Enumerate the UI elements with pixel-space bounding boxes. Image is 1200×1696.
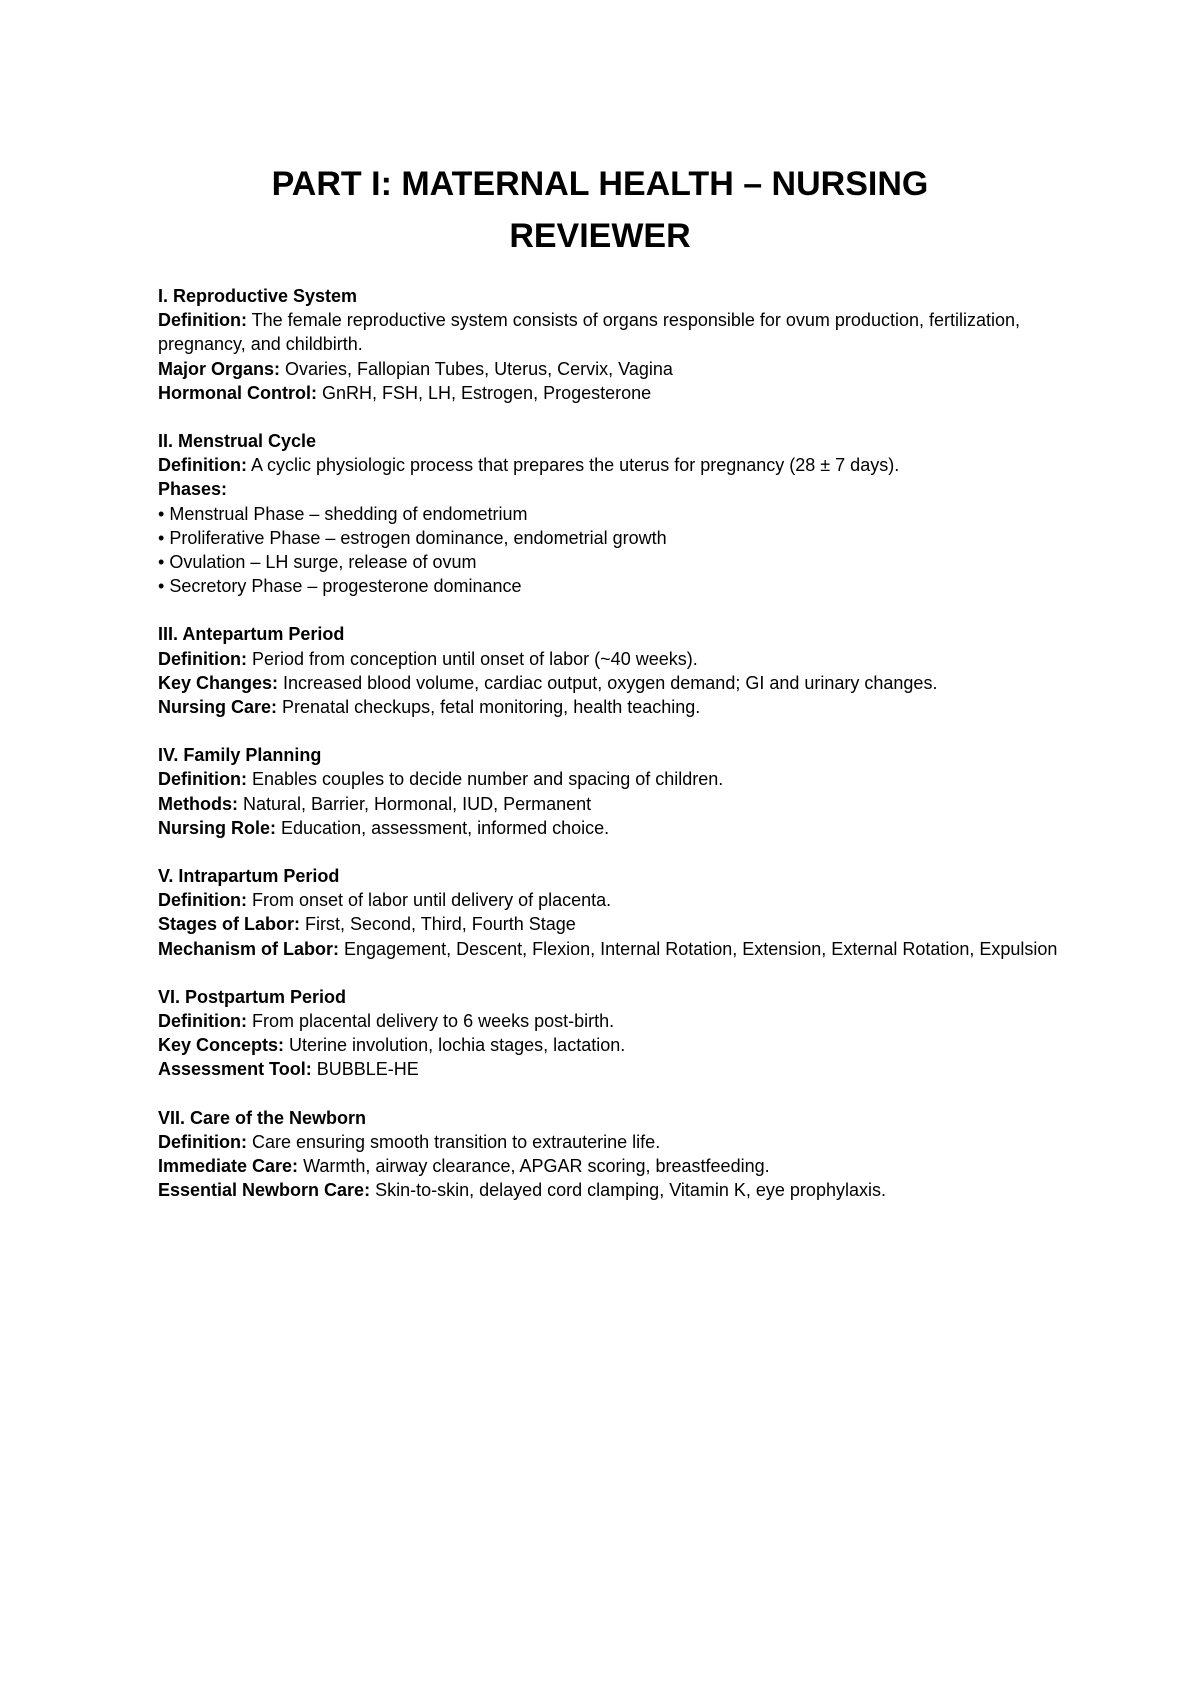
line-label: Hormonal Control:	[158, 382, 317, 403]
line-text: A cyclic physiologic process that prepares the uterus for pregnancy (28 ± 7 days).	[246, 455, 900, 476]
bullet-text: Secretory Phase – progesterone dominance	[169, 576, 522, 597]
major-organs-line	[158, 357, 1058, 381]
bullet-icon: •	[158, 576, 165, 597]
bullet-text: Proliferative Phase – estrogen dominance, endometrial growth	[169, 527, 667, 548]
section-reproductive-system	[158, 284, 1058, 405]
section-heading: IV. Family Planning	[158, 745, 322, 766]
line-label: Stages of Labor:	[158, 914, 301, 935]
line-text: BUBBLE-HE	[311, 1059, 419, 1080]
line-label: Definition:	[158, 769, 247, 790]
definition-line	[158, 1009, 1058, 1033]
document-body	[158, 284, 1058, 1227]
bullet-item	[158, 526, 1058, 550]
line-label: Methods:	[158, 793, 238, 814]
section-antepartum-period	[158, 622, 1058, 719]
key-concepts-line	[158, 1033, 1058, 1057]
hormonal-control-line	[158, 381, 1058, 405]
line-label: Mechanism of Labor:	[158, 938, 340, 959]
bullet-icon: •	[158, 503, 165, 524]
section-care-of-the-newborn	[158, 1106, 1058, 1203]
line-text: Period from conception until onset of labor (~40 weeks).	[246, 648, 698, 669]
line-label: Phases:	[158, 479, 228, 500]
line-text: Ovaries, Fallopian Tubes, Uterus, Cervix, Vagina	[280, 358, 673, 379]
line-label: Definition:	[158, 1011, 247, 1032]
bullet-icon: •	[158, 527, 165, 548]
line-text: Increased blood volume, cardiac output, oxygen demand; GI and urinary changes.	[278, 672, 938, 693]
line-label: Definition:	[158, 455, 247, 476]
methods-line	[158, 792, 1058, 816]
assessment-tool-line	[158, 1057, 1058, 1081]
line-text: The female reproductive system consists of organs responsible for ovum production, fertilization, pregnancy, and childbirth.	[158, 310, 1021, 355]
bullet-text: Menstrual Phase – shedding of endometrium	[169, 503, 528, 524]
line-label: Nursing Care:	[158, 697, 278, 718]
bullet-item	[158, 550, 1058, 574]
line-text: Skin-to-skin, delayed cord clamping, Vitamin K, eye prophylaxis.	[370, 1180, 886, 1201]
essential-newborn-care-line	[158, 1178, 1058, 1202]
section-menstrual-cycle	[158, 429, 1058, 598]
definition-line	[158, 308, 1058, 356]
phases-line	[158, 477, 1058, 501]
line-text: Education, assessment, informed choice.	[276, 817, 610, 838]
section-heading: V. Intrapartum Period	[158, 866, 340, 887]
line-label: Definition:	[158, 1131, 247, 1152]
nursing-care-line	[158, 695, 1058, 719]
definition-line	[158, 888, 1058, 912]
line-label: Nursing Role:	[158, 817, 277, 838]
page-title: PART I: MATERNAL HEALTH – NURSING REVIEWER	[271, 165, 929, 255]
definition-line	[158, 453, 1058, 477]
section-postpartum-period	[158, 985, 1058, 1082]
definition-line	[158, 647, 1058, 671]
bullet-item	[158, 574, 1058, 598]
line-text: GnRH, FSH, LH, Estrogen, Progesterone	[317, 382, 652, 403]
definition-line	[158, 767, 1058, 791]
stages-of-labor-line	[158, 912, 1058, 936]
line-text: Care ensuring smooth transition to extrauterine life.	[246, 1131, 661, 1152]
bullet-text: Ovulation – LH surge, release of ovum	[169, 552, 477, 573]
section-heading: VI. Postpartum Period	[158, 986, 347, 1007]
line-text: Prenatal checkups, fetal monitoring, health teaching.	[277, 697, 701, 718]
line-label: Definition:	[158, 310, 247, 331]
section-heading: VII. Care of the Newborn	[158, 1107, 367, 1128]
line-label: Assessment Tool:	[158, 1059, 312, 1080]
line-text: Enables couples to decide number and spacing of children.	[246, 769, 724, 790]
line-text: From onset of labor until delivery of placenta.	[246, 890, 612, 911]
line-label: Definition:	[158, 648, 247, 669]
section-heading: III. Antepartum Period	[158, 624, 345, 645]
line-label: Essential Newborn Care:	[158, 1180, 371, 1201]
line-text: Warmth, airway clearance, APGAR scoring, breastfeeding.	[298, 1156, 770, 1177]
mechanism-of-labor-line	[158, 937, 1058, 961]
line-label: Major Organs:	[158, 358, 281, 379]
key-changes-line	[158, 671, 1058, 695]
line-text: Uterine involution, lochia stages, lactation.	[284, 1035, 626, 1056]
section-intrapartum-period	[158, 864, 1058, 961]
line-label: Definition:	[158, 890, 247, 911]
section-heading: II. Menstrual Cycle	[158, 431, 317, 452]
bullet-icon: •	[158, 552, 165, 573]
nursing-role-line	[158, 816, 1058, 840]
immediate-care-line	[158, 1154, 1058, 1178]
line-label: Key Concepts:	[158, 1035, 285, 1056]
line-text: Engagement, Descent, Flexion, Internal Rotation, Extension, External Rotation, Expulsion	[339, 938, 1058, 959]
line-text: First, Second, Third, Fourth Stage	[300, 914, 576, 935]
section-heading: I. Reproductive System	[158, 286, 358, 306]
section-family-planning	[158, 743, 1058, 840]
bullet-item	[158, 502, 1058, 526]
line-label: Key Changes:	[158, 672, 279, 693]
definition-line	[158, 1130, 1058, 1154]
line-text: From placental delivery to 6 weeks post-birth.	[246, 1011, 615, 1032]
line-text: Natural, Barrier, Hormonal, IUD, Permanent	[238, 793, 592, 814]
line-label: Immediate Care:	[158, 1156, 299, 1177]
